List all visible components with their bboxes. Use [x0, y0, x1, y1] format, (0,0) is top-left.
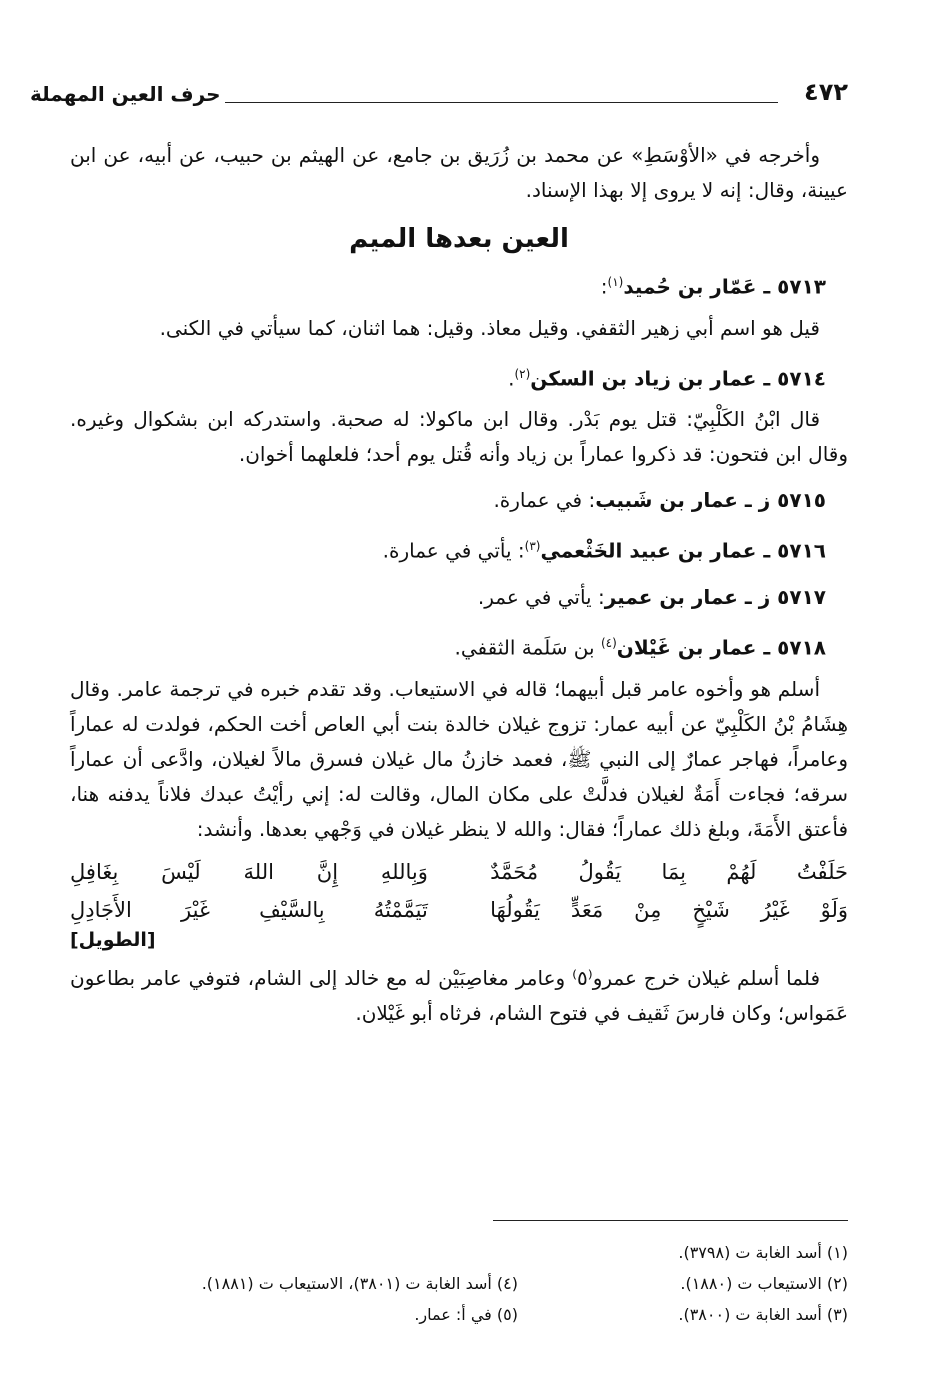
entry-number: ٥٧١٧	[777, 584, 826, 609]
entry-name: عَمّار بن حُميد	[623, 274, 757, 299]
footnote-2: (٢) الاستيعاب ت (١٨٨٠).	[680, 1274, 848, 1293]
footnote-ref: (٣)	[524, 539, 541, 554]
footnote-row	[68, 1268, 848, 1299]
footnote-5: (٥) في أ: عمار.	[414, 1305, 518, 1324]
entry-5716: ٥٧١٦ ـ عمار بن عبيد الخَثْعمي$^{(٣)}$: يأتي في عمارة.	[382, 538, 826, 563]
verse-line-1	[70, 853, 848, 891]
entry-rest: : في عمارة.	[493, 488, 596, 513]
footnote-3: (٣) أسد الغابة ت (٣٨٠٠).	[678, 1305, 848, 1324]
footnote-row	[68, 1237, 848, 1268]
entry-name: عمار بن عبيد الخَثْعمي	[540, 538, 757, 563]
footnote-ref: (٢)	[514, 366, 531, 381]
footnote-4: (٤) أسد الغابة ت (٣٨٠١)، الاستيعاب ت (١٨٨١).	[201, 1274, 518, 1293]
entry-number: ٥٧١٤	[777, 366, 826, 391]
verse-hemistich-right: وَلَوْ غَيْرُ شَيْخٍ مِنْ مَعَدٍّ يَقُولُهَا	[490, 897, 848, 922]
footnote-row	[68, 1299, 848, 1330]
verse-hemistich-left: تَيَمَّمْتُهُ بِالسَّيْفِ غَيْرَ الأَجَادِلِ	[70, 897, 428, 922]
intro-paragraph: وأخرجه في «الأوْسَطِ» عن محمد بن زُرَيق بن جامع، عن الهيثم بن حبيب، عن أبيه، عن ابن عيينة، وقال: إنه لا يروى إلا بهذا الإسناد.	[70, 143, 848, 202]
verse-hemistich-right: حَلَفْتُ لَهُمْ بِمَا يَقُولُ مُحَمَّدٌ	[490, 859, 848, 884]
entry-name: عمار بن عمير	[604, 584, 738, 609]
entry-5715: ٥٧١٥ ز ـ عمار بن شَبيب: في عمارة.	[493, 488, 826, 513]
entry-number: ٥٧١٥	[777, 488, 826, 513]
entry-5714: ٥٧١٤ ـ عمار بن زياد بن السكن$^{(٢)}$.	[508, 366, 826, 391]
entry-5718: ٥٧١٨ ـ عمار بن غَيْلان$^{(٤)}$ بن سَلَمة الثقفي.	[454, 635, 826, 660]
entry-rest: .	[508, 366, 515, 391]
entry-number: ٥٧١٨	[777, 635, 826, 660]
entry-number: ٥٧١٦	[777, 538, 826, 563]
entry-5714-body: قال ابْنُ الكَلْبِيّ: قتل يوم بَدْر. وقال ابن ماكولا: له صحبة. واستدركه ابن بشكوال وغيره. وقال ابن فتحون: قد ذكروا عماراً بن زياد وأنه قُتل يوم أحد؛ فلعلهما أخوان.	[70, 407, 848, 467]
footnote-ref: (٤)	[600, 635, 617, 650]
footnote-rule	[493, 1220, 848, 1221]
footnote-1: (١) أسد الغابة ت (٣٧٩٨).	[678, 1243, 848, 1262]
entry-5713-body: قيل هو اسم أبي زهير الثقفي. وقيل معاذ. وقيل: هما اثنان، كما سيأتي في الكنى.	[159, 315, 820, 340]
footnotes	[68, 1237, 848, 1330]
page-body	[70, 138, 848, 1031]
main-paragraph: أسلم هو وأخوه عامر قبل أبيهما؛ قاله في الاستيعاب. وقد تقدم خبره في ترجمة عامر. وقال هِشَامُ بْنُ الكَلْبِيّ عن أبيه عمار: تزوج غيلان خالدة بنت أبي العاص أخت الحكم، فولدت له عماراً وعامراً، فهاجر عمارٌ إلى النبي ﷺ، فعمد خازنُ مال غيلان فسرق مالاً لغيلان، وادَّعى أن عماراً سرقه؛ فجاءت أَمَةٌ لغيلان فدلَّتْ على مكان المال، وقالت له: إني رأيْتُ عبدك فلاناً يدفنه هنا، فأعتق الأَمَةَ، وبلغ ذلك عماراً؛ فقال: والله لا ينظر غيلان في وَجْهي بعدها. وأنشد:	[70, 676, 848, 841]
entry-5717: ٥٧١٧ ز ـ عمار بن عمير: يأتي في عمر.	[477, 584, 826, 609]
section-heading: العين بعدها الميم	[349, 224, 569, 254]
footnote-ref: (١)	[607, 275, 624, 289]
footnote-empty	[68, 1237, 518, 1268]
entry-rest: : يأتي في عمارة.	[382, 538, 525, 563]
entry-prefix: ز	[758, 488, 771, 513]
page-header	[30, 78, 848, 108]
verse-hemistich-left: وَبِاللهِ إِنَّ اللهَ لَيْسَ بِغَافِلِ	[70, 859, 428, 884]
verse-line-2	[70, 891, 848, 929]
entry-rest: :	[600, 274, 608, 299]
entry-name: عمار بن غَيْلان	[616, 635, 757, 660]
page-number: ٤٧٢	[804, 78, 848, 106]
header-rule	[225, 102, 778, 103]
meter-label: [الطويل]	[70, 928, 156, 951]
entry-name: عمار بن زياد بن السكن	[530, 366, 757, 391]
entry-rest: : يأتي في عمر.	[477, 584, 605, 609]
entry-name: عمار بن شَبيب	[595, 488, 738, 513]
entry-5713: ٥٧١٣ ـ عَمّار بن حُميد$^{(١)}$:	[600, 274, 826, 299]
section-title: حرف العين المهملة	[30, 82, 221, 106]
entry-number: ٥٧١٣	[777, 274, 826, 299]
entry-rest: بن سَلَمة الثقفي.	[454, 635, 601, 660]
final-paragraph: فلما أسلم غيلان خرج عمرو⁽٥⁾ وعامر مغاصِبَيْن له مع خالد إلى الشام، فتوفي عامر بطاعون عَمَواس؛ وكان فارسَ ثَقيف في فتوح الشام، فرثاه أبو غَيْلان.	[70, 965, 848, 1025]
entry-prefix: ز	[758, 584, 771, 609]
